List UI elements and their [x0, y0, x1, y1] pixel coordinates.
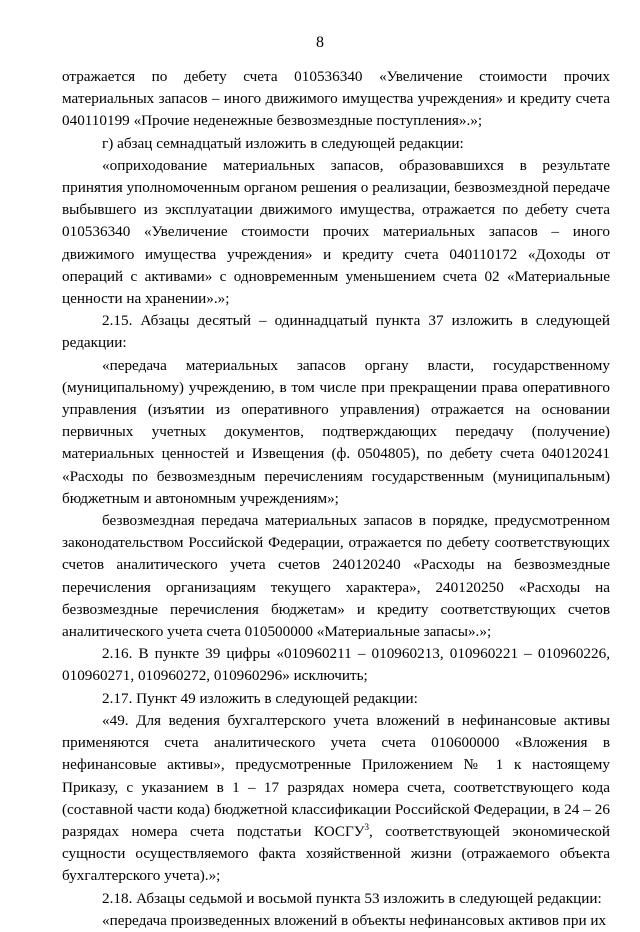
paragraph-10: 2.18. Абзацы седьмой и восьмой пункта 53 изложить в следующей редакции: — [102, 889, 602, 907]
paragraph-1: отражается по дебету счета 010536340 «Увеличение стоимости прочих материальных запасов – иного движимого имущества учреждения» и кредиту счета 040110199 «Прочие неденежные безвозмездные поступления».»; — [62, 68, 610, 130]
paragraph-8: 2.17. Пункт 49 изложить в следующей редакции: — [102, 689, 418, 707]
paragraph-9 — [62, 710, 610, 888]
paragraph-3: «оприходование материальных запасов, образовавшихся в результате принятия уполномоченным органом решения о реализации, безвозмездной передаче выбывшего из эксплуатации движимого имущества, отражается по дебету счета 010536340 «Увеличение стоимости прочих материальных запасов – иного движимого имущества учреждения» и кредиту счета 040110172 «Доходы от операций с активами» с одновременным уменьшением счета 02 «Материальные ценности на хранении».»; — [62, 156, 610, 308]
paragraph-6: безвозмездная передача материальных запасов в порядке, предусмотренном законодательством Российской Федерации, отражается по дебету соответствующих счетов аналитического учета счетов 240120240 «Расходы на безвозмездные перечисления организациям текущего характера», 240120250 «Расходы на безвозмездные перечисления бюджетам» и кредиту соответствующих счетов аналитического учета счета 010500000 «Материальные запасы».»; — [62, 512, 610, 641]
paragraph-4: 2.15. Абзацы десятый – одиннадцатый пункта 37 изложить в следующей редакции: — [62, 312, 610, 352]
paragraph-9-tail: , соответствующей экономической сущности осуществляемого факта хозяйственной жизни (отражаемого объекта бухгалтерского учета).»; — [62, 822, 610, 885]
paragraph-9-text: «49. Для ведения бухгалтерского учета вложений в нефинансовые активы применяются счета аналитического учета счета 010600000 «Вложения в нефинансовые активы», предусмотренные Приложением № 1 к настоящему Приказу, с указанием в 1 – 17 разрядах номера счета, соответствующего кода (составной части кода) бюджетной классификации Российской Федерации, в 24 – 26 разрядах номера счета подстатьи КОСГУ — [62, 711, 610, 840]
paragraph-7: 2.16. В пункте 39 цифры «010960211 – 010960213, 010960221 – 010960226, 010960271, 010960272, 010960296» исключить; — [62, 645, 610, 685]
paragraph-5: «передача материальных запасов органу власти, государственному (муниципальному) учреждению, в том числе при прекращении права оперативного управления (изъятии из оперативного управления) отражается на основании первичных учетных документов, подтверждающих передачу (получение) материальных ценностей и Извещения (ф. 0504805), по дебету счета 040120241 «Расходы по безвозмездным перечислениям государственным (муниципальным) бюджетным и автономным учреждениям»; — [62, 356, 610, 507]
paragraph-11: «передача произведенных вложений в объекты нефинансовых активов при их — [102, 911, 607, 929]
page-number: 8 — [316, 34, 324, 51]
footnote-ref: 3 — [364, 821, 370, 832]
document-body — [62, 66, 610, 932]
paragraph-2: г) абзац семнадцатый изложить в следующей редакции: — [102, 134, 464, 152]
